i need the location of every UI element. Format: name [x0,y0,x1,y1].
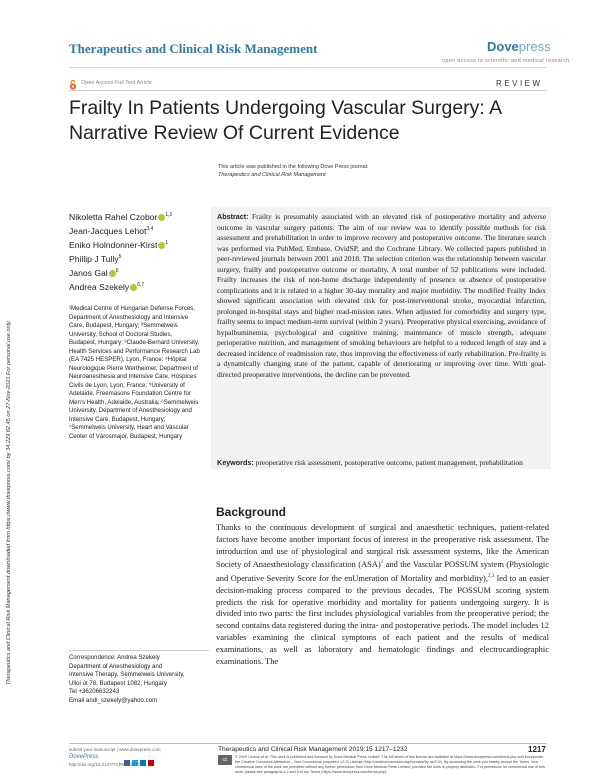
author-tully[interactable] [69,254,121,264]
doi-link[interactable]: http://doi.org/10.2147/TCRM.S217717 [69,762,146,767]
background-paragraph [216,522,549,667]
correspondence-phone: Tel +36206632243 [69,688,120,695]
keywords-label: Keywords: [217,458,254,467]
keywords-text: preoperative risk assessment, postoperative outcome, patient management, prehabilitation [255,458,523,467]
orcid-icon[interactable] [109,270,116,277]
author-name: Phillip J Tully [69,254,119,264]
article-title: Frailty In Patients Undergoing Vascular Surgery: A Narrative Review Of Current Evidence [69,97,502,144]
creative-commons-icon[interactable]: cc [218,755,232,765]
publication-journal-link[interactable] [218,171,368,179]
logo-dove: Dove [487,39,519,54]
publication-note [218,163,368,179]
abstract [217,212,546,380]
correspondence-line: Department of Anesthesiology and [69,662,163,670]
author-name: Eniko Holndonner-Kirst [69,240,158,250]
open-access-icon [69,80,77,90]
author-czobor[interactable] [69,212,172,222]
author-affiliation-ref: 5 [118,254,122,261]
header-divider [69,67,547,68]
open-access-label: Open Access Full Text Article [81,80,152,86]
citation-ref[interactable]: 1 [380,560,384,566]
correspondence-line: Intensive Therapy, Semmelweis University, [69,671,185,678]
citation-ref[interactable]: 2,3 [487,574,495,580]
author-affiliation-ref: 6,7 [137,282,145,289]
author-affiliation-ref: 1 [165,240,169,247]
author-name: Janos Gal [69,268,108,278]
download-watermark-text: Therapeutics and Clinical Risk Management downloaded from https://www.dovepress.com/ by 34.229.62.45 on 27-Nov-2021 For personal use only. [6,320,12,685]
page-number: 1217 [528,745,546,754]
abstract-text: Frailty is presumably associated with an elevated risk of postoperative mortality and adverse outcome in vascular surgery patients. The aim of our review was to identify possible methods for risk assessment and prehabilitation in order to improve recovery and postoperative outcome. The literature search was performed via PubMed, Embase, OvidSP, and the Cochrane Library. We collected papers published in peer-reviewed journals between 2001 and 2018. The selection criterion was the relationship between vascular surgery, frailty and postoperative outcome or mortality. A total number of 52 publications were included. Frailty increases the risk of non-home discharge independently of presence or absence of postoperative complications and it is related to a higher 30-day mortality and major morbidity. The modified Frailty Index showed significant association with elevated risk for post-interventional stroke, myocardial infarction, prolonged in-hospital stays and higher read-mission rates. When adjusted for comorbidity and surgery type, frailty seems to impact medium-term survival (within 2 years). Preoperative physical exercising, avoidance of hypalbuminemia, psychological and cognitive training, maintenance of muscle strength, adequate perioperative nutrition, and management of smoking behaviours are helpful to a reduced length of stay and a decreased incidence of readmission rate, thus improving the effectiveness of early rehabilitation. Pre-frailty is a dynamically changing state of the patient, capable of deteriorating or improving over time. With goal-directed preoperative interventions, the decline can be prevented. [217,212,546,379]
author-affiliation-ref: 3,4 [146,226,154,233]
correspondence-line: Correspondence: Andrea Szekely [69,654,160,661]
correspondence-divider [69,650,209,651]
publication-journal-name: Therapeutics and Clinical Risk Management [218,172,326,178]
dovepress-logo[interactable] [487,39,551,54]
author-szekely[interactable] [69,282,144,292]
logo-press: press [518,39,551,54]
dovepress-footer-logo[interactable]: DovePress [69,754,99,760]
section-heading-background: Background [216,505,287,519]
download-watermark [6,125,30,685]
author-affiliation-ref: 6 [115,268,119,275]
footer-divider [69,743,547,744]
author-name: Jean-Jacques Lehot [69,226,147,236]
abstract-label: Abstract: [217,212,249,221]
background-text: Thanks to the continuous development of surgical and anaesthetic techniques, patient-related factors have become another important focus of interest in the preoperative risk assessment. The introduction and use of physiological and surgical risk assessment systems, like the American Society of Anaesthesiology classification (ASA) [216,522,549,570]
author-name: Nikoletta Rahel Czobor [69,212,158,222]
title-divider [69,90,547,91]
correspondence-line: Ulloi út 78, Budapest 1082, Hungary [69,679,167,687]
submit-manuscript-link[interactable]: submit your manuscript | www.dovepress.com [69,747,161,752]
background-text: and the Vascular POSSUM system (Physiologic and Operative Severity Score for the enUmeration of Mortality and morbidity), [216,559,550,583]
copyright-notice: © 2019 Czobor et al. This work is published and licensed by Dove Medical Press Limited. The full terms of this license are available at https://www.dovepress.com/terms.php and incorporate the Creative Commons Attribution – Non Commercial (unported, v3.0) License (http://creativecommons.org/licenses/by-nc/3.0/). By accessing the work you hereby accept the Terms. Non-commercial uses of the work are permitted without any further permission from Dove Medical Press Limited, provided the work is properly attributed. For permission for commercial use of this work, please see paragraphs 4.2 and 5 of our Terms (https://www.dovepress.com/terms.php). [235,755,545,774]
correspondence-email[interactable]: Email andi_szekely@yahoo.com [69,696,158,704]
affiliations: ¹Medical Centre of Hungarian Defense Forces, Department of Anesthesiology and Intensive Care, Budapest, Hungary; ²Semmelweis University, School of Doctoral Studies, Budapest, Hungary; ³Claude-Bernard University, Health Services and Performance Research Lab (EA 7425 HESPER), Lyon, France; ⁴Hôpital Neurologique Pierre Wertheimer, Department of Neuroanesthesia and Intensive Care, Hospices Civils de Lyon, Lyon, France; ⁵University of Adelaide, Freemasons Foundation Centre for Men's Health, Adelaide, Australia; ⁶Semmelweis University, Department of Anesthesiology and Intensive Care, Budapest, Hungary; ⁷Semmelweis University, Heart and Vascular Center of Városmajor, Budapest, Hungary [69,305,200,440]
correspondence-block [69,654,209,705]
publication-note-line: This article was published in the following Dove Press journal: [218,164,369,170]
background-text: led to an easier decision-making process compared to the previous decades. The POSSUM scoring system predicts the risk for operative morbidity and mortality for patients undergoing surgery. It is divided into two parts: the first includes physiological variables from the preoperative period; the second contains data registered during the intra- and postoperative periods. The model includes 12 variables examining the clinical symptoms of each patient and the results of medical examinations, as well as laboratory and hematologic findings and electrocardiographic examinations. The [216,572,549,666]
publisher-tagline: open access to scientific and medical research [442,58,570,64]
author-name: Andrea Szekely [69,282,130,292]
article-type-label: REVIEW [496,79,543,88]
journal-title[interactable]: Therapeutics and Clinical Risk Management [69,41,318,56]
author-gal[interactable] [69,268,118,278]
author-holndonner-kirst[interactable] [69,240,168,250]
author-lehot[interactable] [69,226,153,236]
footer-citation: Therapeutics and Clinical Risk Management 2019:15 1217–1232 [218,746,408,753]
youtube-icon[interactable] [148,760,154,766]
author-affiliation-ref: 1,2 [165,212,173,219]
keywords [217,458,546,469]
